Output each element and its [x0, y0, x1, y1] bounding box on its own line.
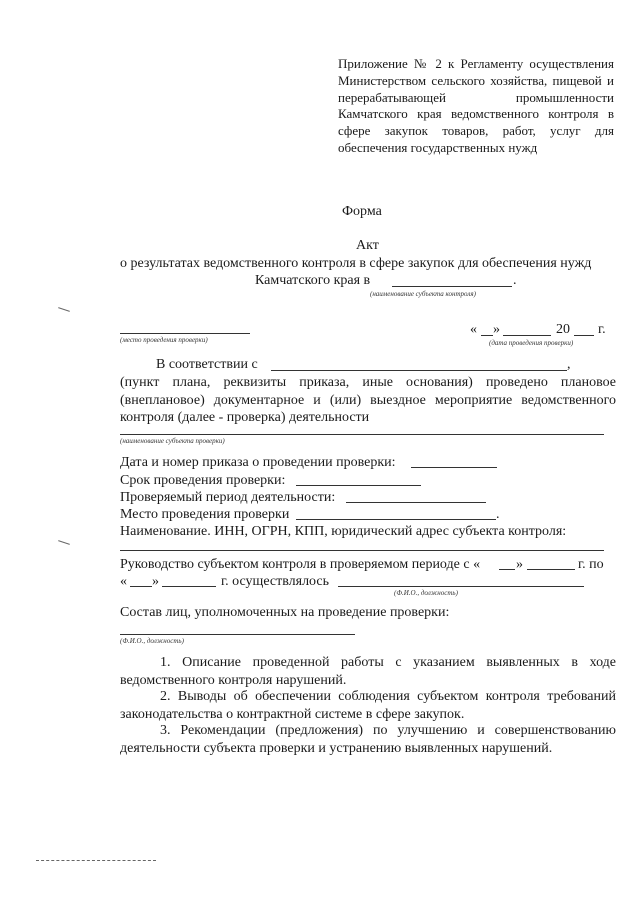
place-blank — [120, 333, 250, 334]
manager-blank — [338, 586, 584, 587]
mgmt-month-from-blank — [527, 569, 575, 570]
period-blank — [346, 502, 486, 503]
date-month-blank — [503, 335, 551, 336]
intro-paragraph: (пункт плана, реквизиты приказа, иные основания) проведено плановое (внеплановое) документарное и (или) выездное мероприятие ведомственного контроля (далее - проверка) деятельности — [120, 375, 616, 425]
order-blank — [411, 467, 497, 468]
date-caption: (дата проведения проверки) — [489, 339, 574, 347]
date-year: 20 — [556, 322, 570, 337]
venue-period: . — [496, 507, 500, 522]
date-close-quote: » — [493, 322, 500, 337]
mgmt-to-label: г. по — [578, 557, 604, 572]
venue-blank — [296, 519, 496, 520]
date-suffix: г. — [598, 322, 606, 337]
subject-name-caption: (наименование субъекта проверки) — [120, 437, 225, 445]
basis-blank — [271, 370, 567, 371]
term-blank — [296, 485, 421, 486]
date-open-quote: « — [470, 322, 477, 337]
footnote-line — [36, 860, 156, 861]
item-3: 3. Рекомендации (предложения) по улучшению и совершенствованию деятельности субъекта проверки и устранению выявленных нарушений. — [120, 723, 616, 756]
venue-label: Место проведения проверки — [120, 507, 290, 522]
subject-caption: (наименование субъекта контроля) — [370, 290, 476, 298]
manager-caption: (Ф.И.О., должность) — [394, 589, 458, 597]
place-caption: (место проведения проверки) — [120, 336, 208, 344]
order-label: Дата и номер приказа о проведении проверки: — [120, 455, 396, 470]
scan-mark-2 — [58, 540, 70, 545]
annex-text: Приложение № 2 к Регламенту осуществления Министерством сельского хозяйства, пищевой и перерабатывающей промышленности Камчатского края ведомственного контроля в сфере закупок товаров, работ, услуг для обеспечения государственных нужд — [338, 56, 614, 155]
date-year-blank — [574, 335, 594, 336]
team-blank — [120, 634, 355, 635]
mgmt-performed-label: г. осуществлялось — [221, 574, 330, 589]
document-title: Акт — [356, 238, 379, 253]
subtitle-period: . — [513, 273, 517, 288]
details-label: Наименование. ИНН, ОГРН, КПП, юридический адрес субъекта контроля: — [120, 524, 567, 539]
document-subtitle-line-2: Камчатского края в — [255, 273, 371, 288]
document-subtitle-line-1: о результатах ведомственного контроля в сфере закупок для обеспечения нужд — [120, 256, 592, 271]
mgmt-day-to-blank — [130, 586, 152, 587]
intro-line-1: В соответствии с — [156, 357, 258, 372]
form-label: Форма — [342, 204, 382, 219]
scan-mark-1 — [58, 307, 70, 312]
details-blank — [120, 550, 604, 551]
team-caption: (Ф.И.О., должность) — [120, 637, 184, 645]
term-label: Срок проведения проверки: — [120, 473, 286, 488]
mgmt-month-to-blank — [162, 586, 216, 587]
item-2: 2. Выводы об обеспечении соблюдения субъектом контроля требований законодательства о контрактной системе в сфере закупок. — [120, 689, 616, 722]
team-label: Состав лиц, уполномоченных на проведение проверки: — [120, 605, 450, 620]
date-day-blank — [481, 335, 493, 336]
mgmt-quote-close-2: » — [152, 574, 159, 589]
mgmt-day-from-blank — [499, 569, 515, 570]
management-line-1: Руководство субъектом контроля в проверяемом периоде с « — [120, 557, 481, 572]
period-label: Проверяемый период деятельности: — [120, 490, 336, 505]
mgmt-quote-open-2: « — [120, 574, 127, 589]
subject-blank — [392, 286, 512, 287]
mgmt-quote-close: » — [516, 557, 523, 572]
intro-comma: , — [567, 357, 571, 372]
item-1: 1. Описание проведенной работы с указанием выявленных в ходе ведомственного контроля нарушений. — [120, 655, 616, 688]
subject-name-blank — [120, 434, 604, 435]
